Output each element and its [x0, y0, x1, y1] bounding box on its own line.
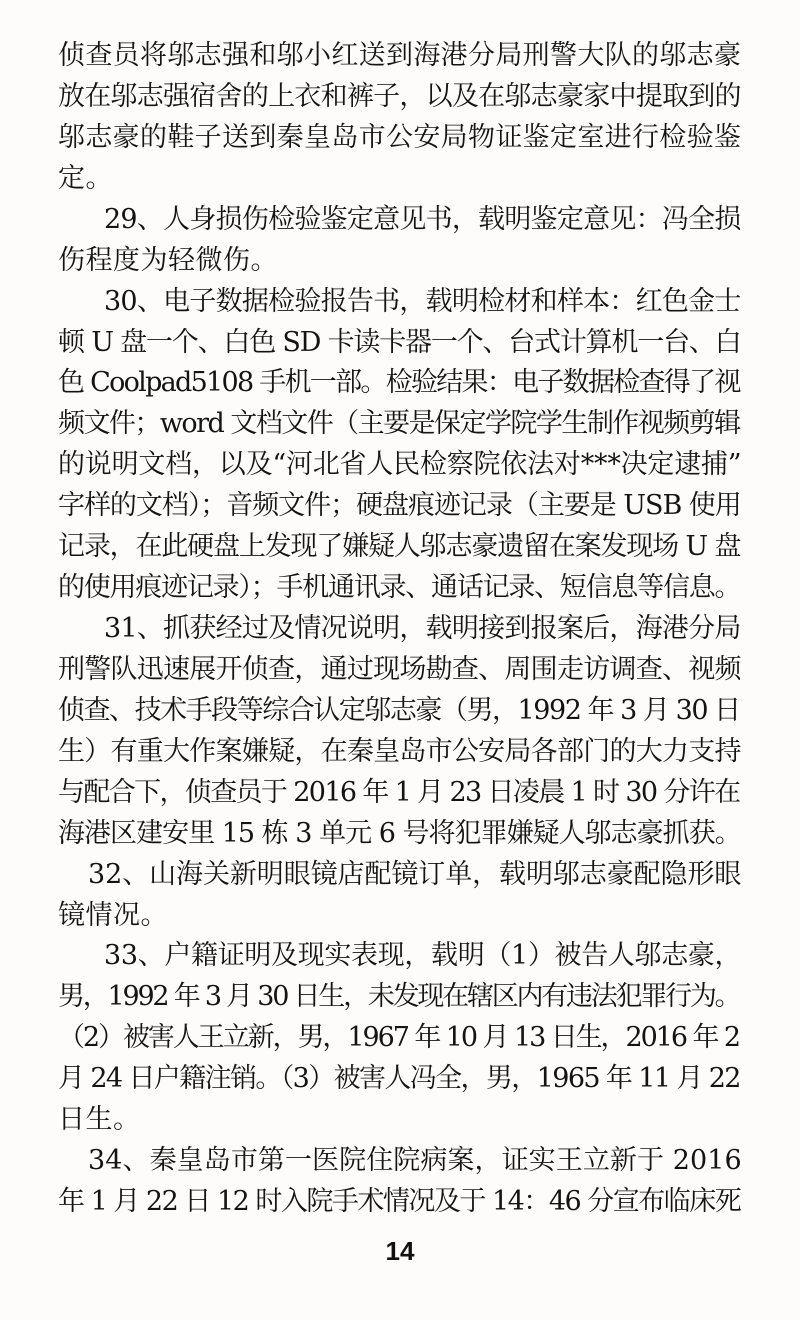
text-line: 记录，在此硬盘上发现了嫌疑人邬志豪遗留在案发现场 U 盘 — [58, 531, 741, 563]
text-line: 32、山海关新明眼镜店配镜订单，载明邬志豪配隐形眼 — [88, 858, 742, 890]
text-line: 29、人身损伤检验鉴定意见书，载明鉴定意见：冯全损 — [104, 203, 741, 235]
text-line: 的说明文档，以及“河北省人民检察院依法对***决定逮捕” — [58, 449, 742, 481]
page-number: 14 — [385, 1236, 415, 1266]
text-line: 侦查员将邬志强和邬小红送到海港分局刑警大队的邬志豪 — [58, 40, 742, 71]
text-line: 日生。 — [58, 1104, 141, 1136]
text-line: 的使用痕迹记录）；手机通讯录、通话记录、短信息等信息。 — [58, 572, 741, 604]
text-line: 字样的文档）；音频文件；硬盘痕迹记录（主要是 USB 使用 — [58, 490, 741, 522]
text-line: 海港区建安里 15 栋 3 单元 6 号将犯罪嫌疑人邬志豪抓获。 — [58, 817, 741, 849]
text-line: 年 1 月 22 日 12 时入院手术情况及于 14：46 分宣布临床死 — [58, 1186, 741, 1217]
text-line: 男，1992 年 3 月 30 日生，未发现在辖区内有违法犯罪行为。 — [58, 981, 740, 1013]
text-line: 刑警队迅速展开侦查，通过现场勘查、周围走访调查、视频 — [58, 653, 741, 685]
text-line: 放在邬志强宿舍的上衣和裤子，以及在邬志豪家中提取到的 — [58, 80, 741, 112]
text-line: 邬志豪的鞋子送到秦皇岛市公安局物证鉴定室进行检验鉴 — [58, 121, 742, 153]
text-line: （2）被害人王立新，男，1967 年 10 月 13 日生，2016 年 2 — [58, 1022, 740, 1054]
text-line: 生）有重大作案嫌疑，在秦皇岛市公安局各部门的大力支持 — [58, 735, 741, 767]
text-line: 30、电子数据检验报告书，载明检材和样本：红色金士 — [104, 285, 741, 317]
text-line: 34、秦皇岛市第一医院住院病案，证实王立新于 2016 — [88, 1145, 742, 1177]
text-line: 色 Coolpad5108 手机一部。检验结果：电子数据检查得了视 — [58, 367, 740, 399]
text-line: 月 24 日户籍注销。（3）被害人冯全，男，1965 年 11 月 22 — [58, 1063, 740, 1095]
text-line: 定。 — [58, 162, 113, 194]
text-line: 与配合下，侦查员于 2016 年 1 月 23 日凌晨 1 时 30 分许在 — [58, 776, 740, 808]
text-line: 伤程度为轻微伤。 — [58, 244, 278, 276]
text-line: 顿 U 盘一个、白色 SD 卡读卡器一个、台式计算机一台、白 — [58, 326, 741, 358]
text-line: 31、抓获经过及情况说明，载明接到报案后，海港分局 — [104, 613, 741, 644]
text-line: 频文件；word 文档文件（主要是保定学院学生制作视频剪辑 — [58, 408, 740, 440]
text-line: 镜情况。 — [58, 899, 168, 931]
text-line: 侦查、技术手段等综合认定邬志豪（男，1992 年 3 月 30 日 — [58, 694, 740, 726]
text-line: 33、户籍证明及现实表现，载明（1）被告人邬志豪， — [104, 940, 742, 972]
